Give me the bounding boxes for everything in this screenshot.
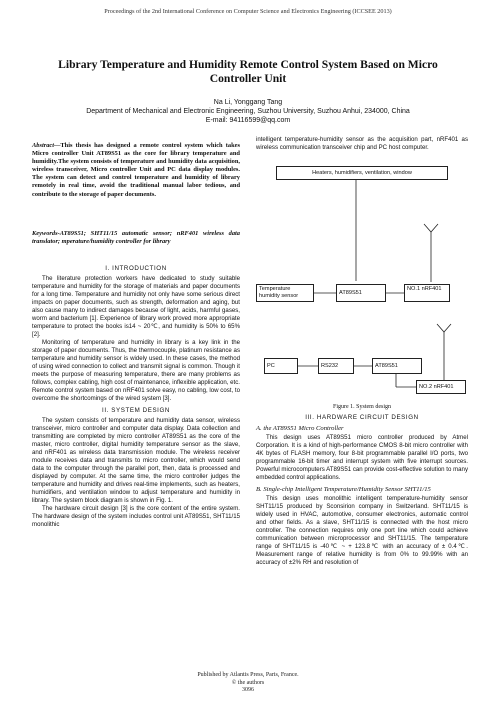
- pc-box: PC: [264, 358, 298, 374]
- nrf401-1-box: NO.1 nRF401: [404, 284, 450, 302]
- figure-1-diagram: [256, 162, 468, 402]
- authors: Na Li, Yonggang Tang: [213, 99, 283, 106]
- section-1-paragraph-1: The literature protection workers have dedicated to study suitable temperature and humidity for the storage of materials and paper documents for a long time. Temperature and humidity not only have some serious direct impacts on paper documents, such as strength, deformation and aging, but also cause many to indirect damages because of light, acids, harmful gases, worm and bacterium [1]. Experience of library work proved more appropriate temperature to protect the books is14 ~ 20℃, and humidity is 50% to 65% [2].: [32, 275, 240, 338]
- rs232-box: RS232: [318, 358, 354, 374]
- section-1-title: I. INTRODUCTION: [105, 265, 167, 272]
- paper-title: Library Temperature and Humidity Remote Control System Based on Micro Controller Unit: [58, 58, 438, 85]
- keywords-text: SHT11/15 automatic sensor; nRF401 wireless data translator; mperature/humidity controller for library: [32, 230, 240, 246]
- subsection-a-title: A. the AT89S51 Micro Controller: [256, 425, 344, 432]
- footer: [0, 672, 496, 695]
- right-intro: intelligent temperature-humidity sensor as the acquisition part, nRF401 as wireless communication transceiver chip and PC host computer.: [256, 136, 468, 151]
- abstract-text: —This thesis has designed a remote control system which takes Micro controller Unit AT89S51 as the core for library temperature and humidity.The system consists of temperature and humidity data acquisition, wireless transceiver, Micro controller Unit and PC data display modules. The system can detect and control temperature and humidity of library remotely in real time, avoid the traditional manual labor tedious, and contribute to the storage of paper documents.: [32, 142, 240, 198]
- section-3-title: III. HARDWARE CIRCUIT DESIGN: [305, 414, 419, 421]
- author-block: [0, 98, 496, 125]
- section-2-paragraph-1: The system consists of temperature and humidity data sensor, wireless transceiver, micro controller and computer data display. Data collection and transmitting are completed by micro controller AT89S51 as the core of the master, micro controller, digital humidity temperature sensor as the slave, and nRF401 as wireless data transmission module. The wireless receiver module receives data and transmits to micro controller, which would send data to the computer through the parallel port, then, data is processed and displayed by computer. At the same time, the micro controller judges the temperature and humidity and drives real-time implements, such as heaters, humidifiers, and ventilation window to adjust temperature and humidity in library. The system block diagram is shown in Fig. 1.: [32, 417, 240, 504]
- proceedings-header: Proceedings of the 2nd International Conference on Computer Science and Electronics Engineering (ICCSEE 2013): [104, 8, 392, 15]
- nrf401-2-box: NO.2 nRF401: [416, 380, 466, 394]
- keywords-label: Keywords-AT89S51;: [32, 230, 86, 237]
- affiliation: Department of Mechanical and Electronic Engineering, Suzhou University, Suzhou Anhui, 234000, China: [86, 108, 410, 115]
- section-1-paragraph-2: Monitoring of temperature and humidity in library is a key link in the storage of paper documents. Thus, the thermocouple, platinum resistance as temperature and humidity sensor is widely used. In these cases, the method of using wired connection to collect and transmit signal is common. Though it meets the purpose of measuring temperature, there are many problems as follows, complex cabling, high cost of maintenance, inflexible application, etc. Remote control system based on nRF401 solve easy, no cabling, low cost, to overcome the shortcomings of the wired system [3].: [32, 339, 240, 402]
- abstract-label: Abstract: [32, 142, 55, 149]
- abstract: [32, 142, 240, 199]
- mcu-2-box: AT89S51: [372, 358, 422, 374]
- subsection-b-paragraph: This design uses monolithic intelligent temperature-humidity sensor SHT11/15 produced by Sconsirion company in Switzerland. SHT11/15 is widely used in HVAC, automotive, consumer electronics, automatic control and other fields. As a slave, SHT11/15 is connected with the host micro controller. The connection requires only one port line which could achieve communication between microprocessor and SHT11/15. The temperature range of SHT11/15 is -40℃ ~ + 123.8℃ with an accuracy of ± 0.4℃. Measurement range of relative humidity is from 0% to 99.99% with an accuracy of ±2% RH and resolution of: [256, 495, 468, 566]
- keywords: [32, 230, 240, 246]
- figure-1-caption: Figure 1. System design: [333, 404, 391, 410]
- email: E-mail: 94116599@qq.com: [205, 117, 291, 124]
- subsection-b-title: B. Single-chip Intelligent Temperature/Humidity Sensor SHT11/15: [256, 486, 431, 493]
- footer-publisher: Published by Atlantis Press, Paris, France.: [197, 672, 299, 678]
- mcu-1-box: AT89S51: [336, 284, 386, 302]
- actuators-box: Heaters, humidifiers, ventilation, window: [276, 166, 448, 180]
- section-2-paragraph-2: The hardware circuit design [3] is the core content of the entire system. The hardware design of the system includes control unit AT89S51, SHT11/15 monolithic: [32, 505, 240, 528]
- right-body: [256, 414, 468, 567]
- section-2-title: II. SYSTEM DESIGN: [102, 407, 170, 414]
- left-body: [32, 265, 240, 529]
- subsection-a-paragraph: This design uses AT89S51 micro controller produced by Atmel Corporation. It is a kind of high-performance CMOS 8-bit micro controller with 4K bytes of FLASH memory, four 8-bit programmable parallel I/O ports, two programmable 16-bit timer and interrupt system with five interrupt sources. Powerful microcomputers AT89S51 can provide cost-effective solution to many embedded control applications.: [256, 434, 468, 481]
- footer-copyright: © the authors: [231, 679, 265, 686]
- sensor-box: Temperature humidity sensor: [256, 284, 314, 302]
- page-number: 3096: [242, 687, 254, 693]
